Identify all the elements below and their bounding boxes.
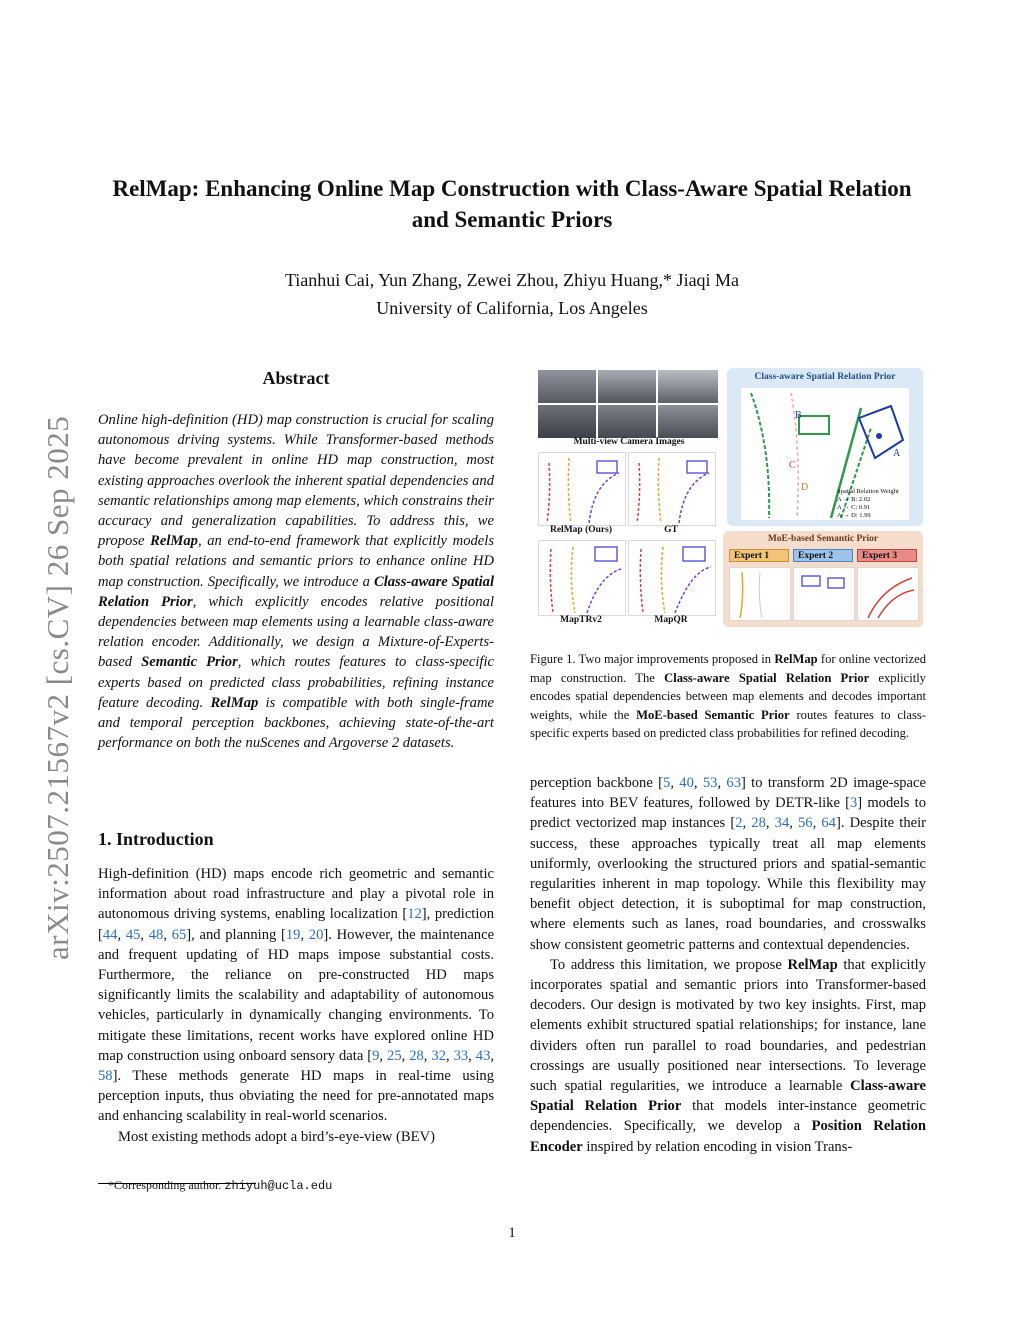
weight-ab: A → B: 2.02 — [837, 496, 871, 503]
intro-paragraph-1: High-definition (HD) maps encode rich geometric and semantic information about road infrastructure and play a pivotal role in autonomous driving systems, enabling localization [12], prediction [44, 45, 48, 65], and planning [19, 20]. However, the maintenance and frequent updating of HD maps impose substantial costs. Furthermore, the reliance on pre-constructed HD maps significantly limits the scalability and adaptability of autonomous vehicles, particularly in dynamically changing environments. To mitigate these limitations, recent works have explored online HD map construction using onboard sensory data [9, 25, 28, 32, 33, 43, 58]. These methods generate HD maps in real-time using perception inputs, thus obviating the need for pre-annotated maps and enhancing scalability in real-world scenarios. — [98, 866, 495, 1125]
right-paragraph-2 — [530, 955, 926, 1157]
citation-link[interactable]: 43 — [475, 1047, 491, 1064]
citation-link[interactable]: 63 — [726, 775, 741, 791]
caption-bold: Class-aware Spatial Relation Prior — [664, 670, 870, 685]
intro-heading: 1. Introduction — [98, 829, 214, 849]
mapqr-label: MapQR — [654, 615, 688, 625]
relmap-panel — [538, 452, 626, 526]
expert-2-drawing — [794, 568, 854, 620]
body-text: ] models to predict vectorized map instances [ — [530, 795, 926, 832]
footnote-text: *Corresponding author. — [108, 1178, 222, 1192]
citation-link[interactable]: 9 — [372, 1047, 380, 1064]
expert-1-map — [729, 567, 791, 621]
intro-body — [98, 864, 494, 1147]
body-bold: Position Relation Encoder — [530, 1118, 926, 1155]
citation-link[interactable]: 44 — [102, 926, 118, 943]
spatial-prior-panel — [727, 368, 923, 526]
caption-bold: MoE-based Semantic Prior — [636, 707, 790, 722]
citation-link[interactable]: 28 — [751, 815, 766, 832]
moe-prior-panel — [723, 531, 923, 627]
body-text: inspired by relation encoding in vision Trans- — [582, 1138, 853, 1155]
body-text: ]. Despite their success, these approaches typically treat all map elements uniformly, overlooking the structured priors and spatial-semantic regularities inherent in map topology. While this flexibility may benefit object detection, it is suboptimal for map construction, where elements such as lanes, road boundaries, and crosswalks show consistent geometric patterns and contextual dependencies. — [530, 815, 927, 953]
footnote — [108, 1178, 332, 1193]
body-text: that explicitly incorporates spatial and semantic priors into Transformer-based decoders. Our design is motivated by two key insights. First, map elements exhibit structured spatial relationships; for instance, lane dividers often run parallel to road boundaries, and pedestrian crossings are usually positioned near intersections. To leverage such spatial regularities, we introduce a learnable — [530, 956, 926, 1095]
relmap-map — [539, 453, 625, 525]
expert-3-map — [857, 567, 919, 621]
camera-images-label: Multi-view Camera Images — [573, 437, 685, 447]
node-label-d: D — [801, 482, 809, 493]
citation-link[interactable]: 53 — [702, 775, 718, 791]
relation-weights — [837, 488, 899, 520]
abstract-text: Online high-definition (HD) map construction is crucial for scaling autonomous driving systems. While Transformer-based methods have become prevalent in online HD map construction, most existing approaches overlook the inherent spatial dependencies and semantic relationships among map elements, which constrains their accuracy and generalization capabilities. To address this, we propose — [98, 412, 494, 550]
mapqr-map — [629, 541, 715, 615]
abstract-heading: Abstract — [262, 368, 330, 388]
abstract-bold: RelMap — [150, 533, 198, 550]
intro-paragraph-2: Most existing methods adopt a bird’s-eye-view (BEV) — [118, 1128, 435, 1145]
abstract-bold: Class-aware Spatial Relation Prior — [98, 573, 494, 610]
weight-title: Spatial Relation Weight — [837, 488, 899, 495]
abstract-text: , which explicitly encodes relative positional dependencies between map elements using a learnable class-aware relation encoder. Additionally, we design a Mixture-of-Experts-based — [98, 593, 495, 671]
body-text: ], and planning [ — [186, 926, 286, 943]
citation-link[interactable]: 32 — [431, 1047, 446, 1064]
footnote-email[interactable]: zhiyuh@ucla.edu — [224, 1179, 333, 1193]
body-text: ] to transform 2D image-space features into BEV features, followed by DETR-like [ — [530, 775, 926, 812]
body-text: perception backbone [ — [530, 775, 664, 791]
right-paragraph-1: perception backbone [5, 40, 53, 63] to transform 2D image-space features into BEV features, followed by DETR-like [3] models to predict vectorized map instances [2, 28, 34, 56, 64]. Despite their success, these approaches typically treat all map elements uniformly, overlooking the structured priors and spatial-semantic regularities inherent in map topology. While this flexibility may benefit object detection, it is suboptimal for map construction, where elements such as lanes, road boundaries, and crosswalks show consistent geometric patterns and contextual dependencies. — [530, 775, 927, 953]
citation-link[interactable]: 3 — [850, 795, 858, 812]
body-text: ]. These methods generate HD maps in real-time using perception inputs, thus obviating the need for pre-annotated maps and enhancing scalability in real-world scenarios. — [98, 1068, 494, 1125]
abstract-text: , which routes features to class-specific experts based on predicted class probabilities, refining instance feature decoding. — [98, 654, 495, 711]
body-text: High-definition (HD) maps encode rich geometric and semantic information about road infrastructure and play a pivotal role in autonomous driving systems, enabling localization [ — [98, 866, 494, 923]
citation-link[interactable]: 48 — [148, 926, 164, 943]
expert-3-drawing — [858, 568, 918, 620]
caption-text: routes features to class-specific experts based on predicted class probabilities for refined decoding. — [530, 707, 926, 741]
page-number: 1 — [508, 1225, 516, 1241]
weight-ad: A → D: 1.99 — [837, 512, 871, 519]
abstract-body — [98, 410, 494, 753]
body-bold: Class-aware Spatial Relation Prior — [530, 1078, 926, 1115]
citation-link[interactable]: 5 — [663, 775, 671, 791]
caption-bold: RelMap — [774, 652, 818, 666]
maptrv2-map — [539, 541, 625, 615]
body-bold: RelMap — [787, 956, 838, 973]
citation-link[interactable]: 19 — [285, 926, 301, 943]
maptrv2-label: MapTRv2 — [560, 615, 602, 625]
expert-3-tag: Expert 3 — [857, 549, 917, 562]
citation-link[interactable]: 25 — [387, 1047, 402, 1064]
citation-link[interactable]: 64 — [821, 815, 836, 832]
citation-link[interactable]: 20 — [308, 926, 324, 943]
citation-link[interactable]: 65 — [171, 926, 187, 943]
author-list: Tianhui Cai, Yun Zhang, Zewei Zhou, Zhiyu Huang,* Jiaqi Ma — [284, 270, 740, 290]
paper-title: RelMap: Enhancing Online Map Construction with Class-Aware Spatial Relation and Semantic Priors — [112, 176, 912, 232]
arxiv-identifier: arXiv:2507.21567v2 [cs.CV] 26 Sep 2025 — [40, 415, 75, 960]
gt-panel — [628, 452, 716, 526]
abstract-bold: Semantic Prior — [141, 654, 238, 671]
gt-label: GT — [664, 525, 678, 535]
mapqr-panel — [628, 540, 716, 616]
body-text: that models inter-instance geometric dependencies. Specifically, we develop a — [530, 1098, 927, 1135]
caption-text: for online vectorized map construction. The — [530, 652, 926, 685]
expert-2-map — [793, 567, 855, 621]
spatial-prior-title: Class-aware Spatial Relation Prior — [754, 372, 896, 382]
caption-text: Figure 1. Two major improvements proposed in — [530, 652, 775, 666]
weight-ac: A → C: 0.91 — [837, 504, 871, 511]
camera-images — [538, 370, 718, 438]
citation-link[interactable]: 2 — [735, 815, 743, 832]
citation-link[interactable]: 40 — [679, 775, 694, 791]
citation-link[interactable]: 58 — [98, 1068, 113, 1085]
body-text: ]. However, the maintenance and frequent updating of HD maps impose substantial costs. Furthermore, the reliance on pre-constructed HD maps significantly limits the scalability and adaptability of autonomous vehicles, particularly in dynamically changing environments. To mitigate these limitations, recent works have explored online HD map construction using onboard sensory data [ — [98, 926, 495, 1064]
relmap-label: RelMap (Ours) — [549, 525, 612, 535]
maptrv2-panel — [538, 540, 626, 616]
citation-link[interactable]: 56 — [798, 815, 813, 832]
moe-prior-title: MoE-based Semantic Prior — [767, 534, 879, 544]
node-label-a: A — [893, 448, 901, 459]
expert-1-tag: Expert 1 — [729, 549, 789, 562]
citation-link[interactable]: 28 — [409, 1047, 424, 1064]
right-column-body — [530, 773, 926, 1157]
node-label-c: C — [789, 460, 796, 471]
citation-link[interactable]: 34 — [774, 815, 790, 832]
body-text: ], prediction [ — [98, 906, 494, 943]
abstract-bold: RelMap — [210, 694, 259, 711]
spatial-map — [741, 388, 909, 520]
expert-1-drawing — [730, 568, 790, 620]
expert-2-tag: Expert 2 — [793, 549, 853, 562]
figure-1 — [537, 368, 923, 630]
caption-text: explicitly encodes spatial dependencies between map elements and decodes important weights, while the — [530, 670, 926, 722]
gt-map — [629, 453, 715, 525]
abstract-text: is compatible with both single-frame and temporal perception backbones, achieving state-of-the-art performance on both the nuScenes and Argoverse 2 datasets. — [98, 694, 494, 752]
abstract-text: , an end-to-end framework that explicitly models both spatial relations and semantic priors to enhance online HD map construction. Specifically, we introduce a — [98, 533, 494, 590]
citation-link[interactable]: 12 — [407, 906, 422, 923]
affiliation: University of California, Los Angeles — [376, 298, 648, 318]
citation-link[interactable]: 33 — [453, 1047, 469, 1064]
node-label-b: B — [795, 410, 802, 421]
body-text: To address this limitation, we propose — [550, 956, 788, 973]
figure-caption — [530, 650, 926, 743]
citation-link[interactable]: 45 — [125, 926, 141, 943]
